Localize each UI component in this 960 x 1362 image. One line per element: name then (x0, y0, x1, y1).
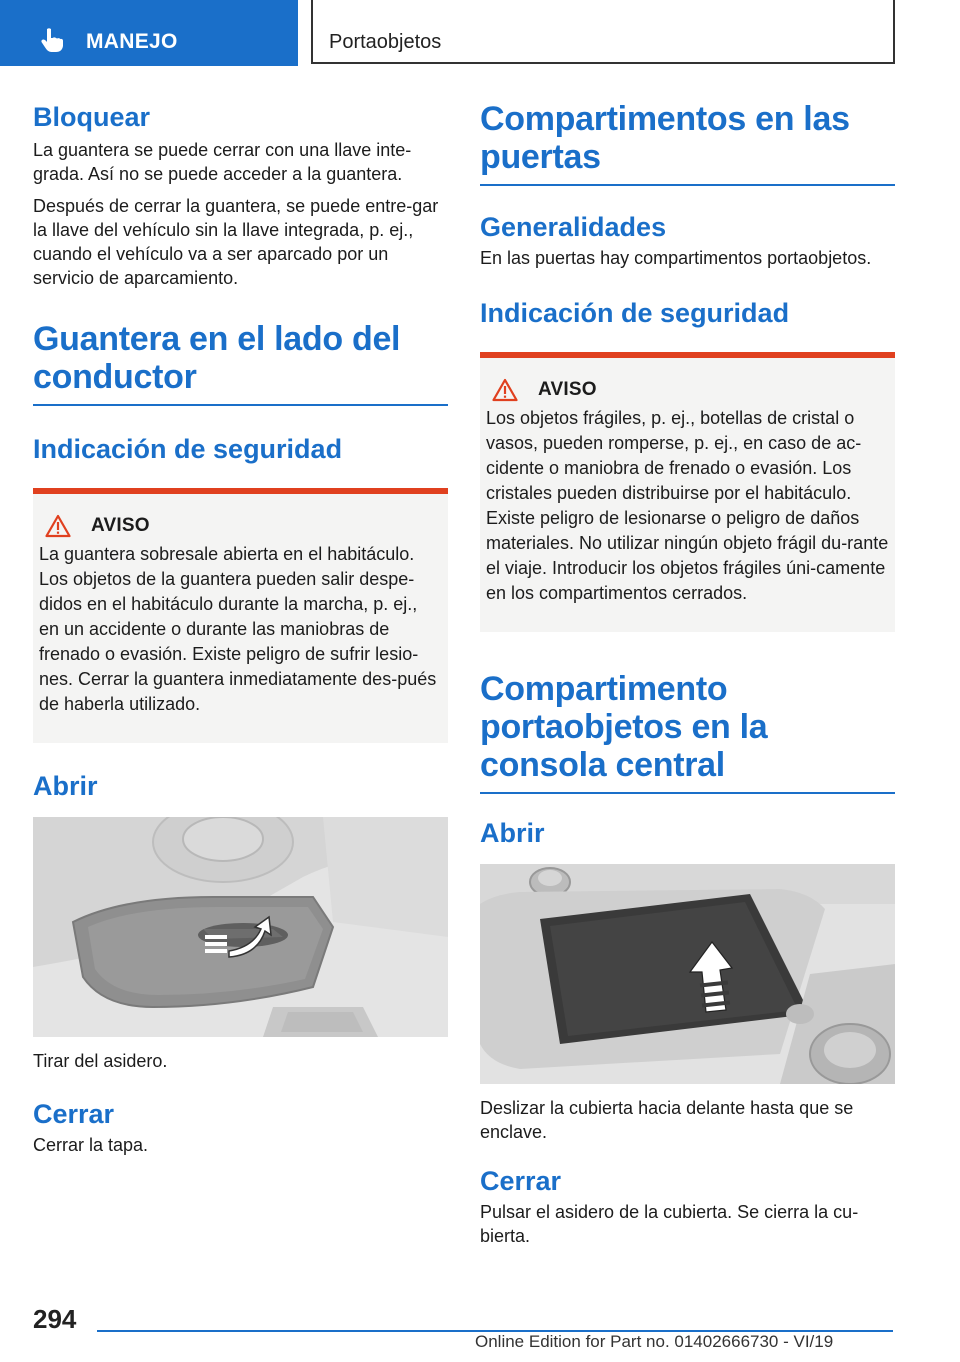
generalidades-text: En las puertas hay compartimentos portaobjetos. (480, 248, 872, 268)
right-abrir-caption: Deslizar la cubierta hacia delante hasta que se enclave. (480, 1098, 854, 1142)
right-cerrar-text: Pulsar el asidero de la cubierta. Se cierra la cu-bierta. (480, 1202, 859, 1246)
left-column (33, 100, 448, 1157)
right-column (480, 100, 895, 1248)
left-warning-text: La guantera sobresale abierta en el habitáculo. Los objetos de la guantera pueden salir despe-didos en el habitáculo durante la marcha, p. ej., en un accidente o durante las maniobras de frenado o evasión. Existe peligro de sufrir lesio-nes. Cerrar la guantera inmediatamente des-pués de haberla utilizado. (39, 544, 437, 714)
hand-pointer-icon (38, 26, 66, 54)
bloquear-paragraph-1: La guantera se puede cerrar con una llave inte-grada. Así no se puede acceder a la guantera. (33, 140, 412, 184)
left-abrir-heading: Abrir (33, 771, 98, 801)
edition-text: Online Edition for Part no. 01402666730 - VI/19 (475, 1332, 834, 1351)
generalidades-heading: Generalidades (480, 212, 667, 242)
left-cerrar-heading: Cerrar (33, 1099, 115, 1129)
right-abrir-heading: Abrir (480, 818, 545, 848)
right-safety-heading: Indicación de seguridad (480, 298, 790, 328)
page-header (0, 0, 960, 66)
right-warning-text: Los objetos frágiles, p. ej., botellas de cristal o vasos, pueden romperse, p. ej., en caso de ac-cidente o maniobra de frenado o evasión. Los cristales pueden distribuirse por el habitáculo. Existe peligro de lesionarse o peligro de daños materiales. No utilizar ningún objeto frágil du-rante el viaje. Introducir los objetos frágiles úni-camente en los compartimentos cerrados. (486, 408, 889, 603)
section-tab-label: MANEJO (86, 30, 178, 53)
page-footer (0, 1290, 960, 1362)
left-warning-box (33, 488, 448, 743)
chapter-tab (311, 0, 895, 64)
page-number: 294 (33, 1304, 77, 1334)
section-tab[interactable] (0, 0, 298, 66)
compartimentos-puertas-heading: Compartimentos en las puertas (480, 100, 895, 186)
glovebox-driver-illustration (33, 817, 448, 1037)
warning-triangle-icon (492, 378, 518, 402)
warning-triangle-icon (45, 514, 71, 538)
left-warning-label: AVISO (91, 515, 150, 536)
center-console-illustration (480, 864, 895, 1084)
right-warning-box (480, 352, 895, 632)
bloquear-paragraph-2: Después de cerrar la guantera, se puede entre-gar la llave del vehículo sin la llave integrada, p. ej., cuando el vehículo va a ser aparcado por un servicio de aparcamiento. (33, 196, 439, 288)
chapter-title: Portaobjetos (329, 31, 442, 53)
left-abrir-caption: Tirar del asidero. (33, 1051, 168, 1071)
right-cerrar-heading: Cerrar (480, 1166, 562, 1196)
right-warning-label: AVISO (538, 379, 597, 400)
left-safety-heading: Indicación de seguridad (33, 434, 343, 464)
consola-central-heading: Compartimento portaobjetos en la consola central (480, 670, 895, 794)
left-cerrar-text: Cerrar la tapa. (33, 1135, 149, 1155)
bloquear-heading: Bloquear (33, 102, 151, 132)
guantera-conductor-heading: Guantera en el lado del conductor (33, 320, 448, 406)
